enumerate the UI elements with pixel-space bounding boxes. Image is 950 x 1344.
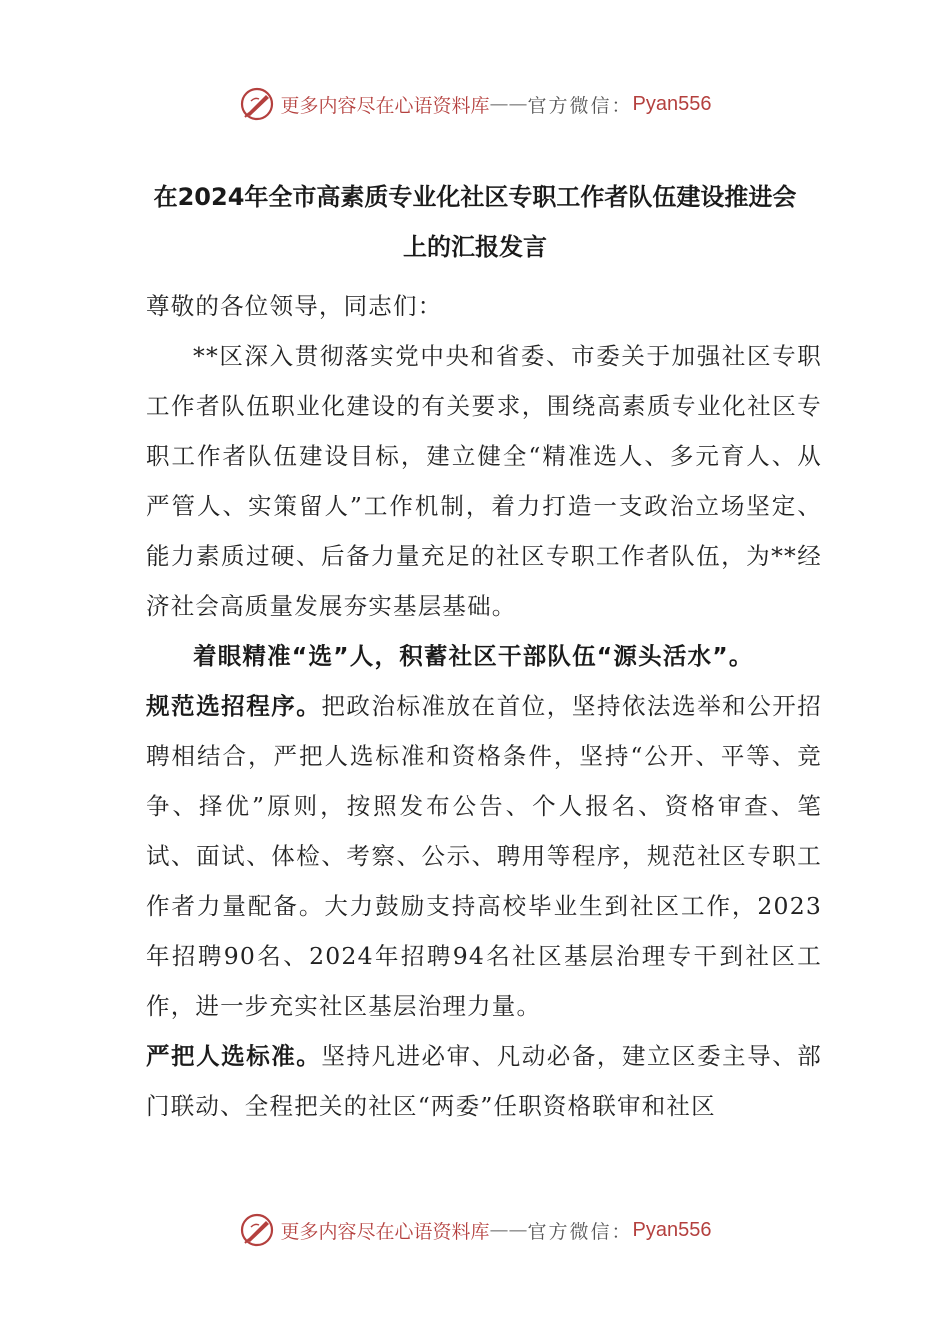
watermark-wechat-label: 官方微信： [527, 1220, 633, 1243]
subsection-heading-1: 规范选招程序。 [146, 692, 322, 720]
salutation: 尊敬的各位领导，同志们： [146, 292, 443, 320]
section-heading-1: 着眼精准“选”人，积蓄社区干部队伍“源头活水”。 [193, 642, 754, 670]
intro-paragraph: **区深入贯彻落实党中央和省委、市委关于加强社区专职工作者队伍职业化建设的有关要求，围绕高素质专业化社区专职工作者队伍建设目标，建立健全“精准选人、多元育人、从严管人、实策留人”工作机制，着力打造一支政治立场坚定、能力素质过硬、后备力量充足的社区专职工作者队伍，为**经济社会高质量发展夯实基层基础。 [146, 342, 822, 620]
watermark-promo-text: 更多内容尽在心语资料库 [280, 94, 490, 117]
watermark-wechat-id: Pyan556 [632, 1218, 712, 1241]
subsection-paragraph-1 [146, 681, 822, 1031]
watermark-banner-top [0, 84, 950, 124]
watermark-dash: —— [489, 1219, 528, 1241]
subsection-paragraph-2 [146, 1031, 822, 1131]
document-title: 在2024年全市高素质专业化社区专职工作者队伍建设推进会上的汇报发言 [153, 183, 797, 261]
quill-logo-icon [239, 1212, 275, 1248]
subsection-text-2: 坚持凡进必审、凡动必备，建立区委主导、部门联动、全程把关的社区“两委”任职资格联审和社区 [146, 1042, 823, 1120]
subsection-text-1: 把政治标准放在首位，坚持依法选举和公开招聘相结合，严把人选标准和资格条件，坚持“公开、平等、竞争、择优”原则，按照发布公告、个人报名、资格审查、笔试、面试、体检、考察、公示、聘用等程序，规范社区专职工作者力量配备。大力鼓励支持高校毕业生到社区工作，2023年招聘90名、2024年招聘94名社区基层治理专干到社区工作，进一步充实社区基层治理力量。 [146, 692, 823, 1020]
quill-logo-icon [239, 86, 275, 122]
watermark-wechat-id: Pyan556 [632, 92, 712, 115]
subsection-heading-2: 严把人选标准。 [146, 1042, 322, 1070]
watermark-dash: —— [489, 93, 528, 115]
watermark-banner-bottom [0, 1210, 950, 1250]
document-body [146, 281, 822, 1131]
watermark-promo-text: 更多内容尽在心语资料库 [280, 1220, 490, 1243]
watermark-wechat-label: 官方微信： [527, 94, 633, 117]
